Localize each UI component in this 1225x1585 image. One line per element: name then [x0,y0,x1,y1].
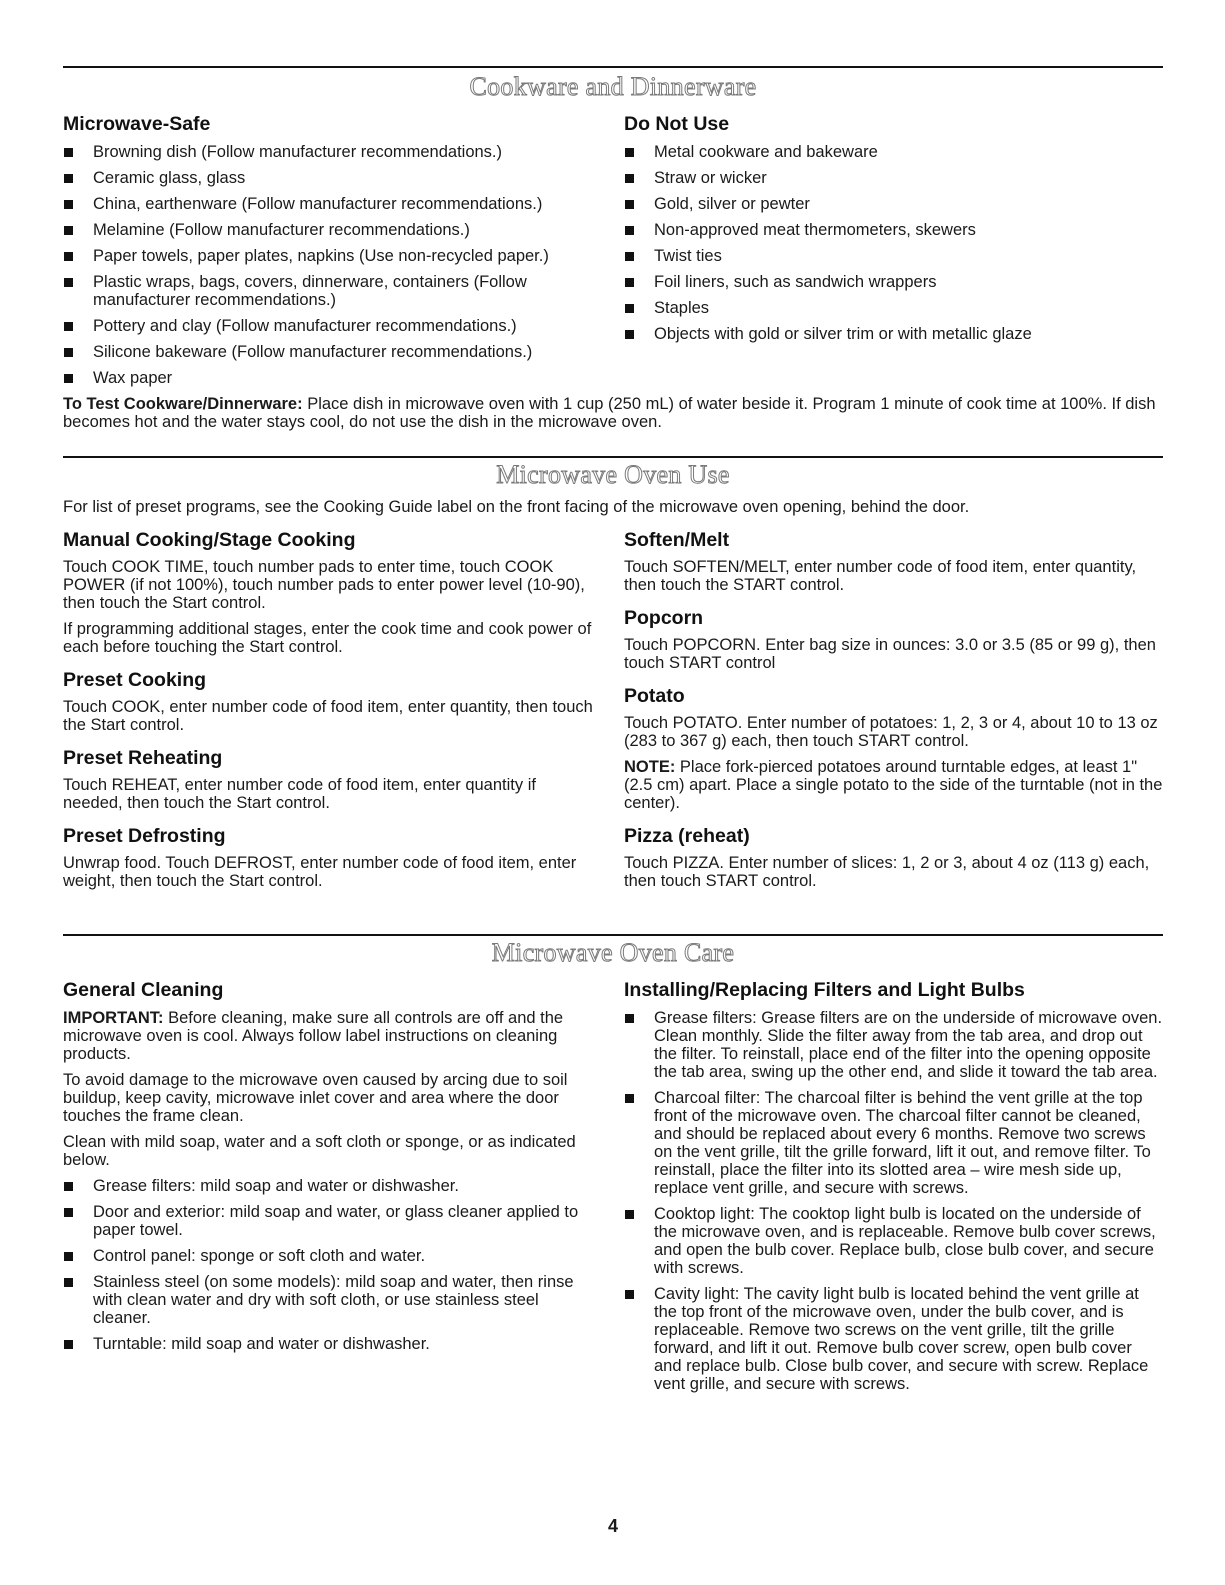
bullet-square-icon [64,1208,73,1217]
list-item: Pottery and clay (Follow manufacturer recommendations.) [63,317,593,335]
list-item: Gold, silver or pewter [624,195,1163,213]
bullet-square-icon [64,1278,73,1287]
preset-defrosting-text: Unwrap food. Touch DEFROST, enter number code of food item, enter weight, then touch the Start control. [63,854,577,890]
section-title-cookware: Cookware and Dinnerware [469,72,757,101]
bullet-square-icon [64,226,73,235]
installing-list [624,1009,1163,1393]
bullet-square-icon [625,1094,634,1103]
preset-reheating-text: Touch REHEAT, enter number code of food item, enter quantity if needed, then touch the Start control. [63,776,536,812]
bullet-square-icon [64,200,73,209]
list-item: Control panel: sponge or soft cloth and water. [63,1247,593,1265]
list-item: Door and exterior: mild soap and water, or glass cleaner applied to paper towel. [63,1203,593,1239]
test-cookware-label: To Test Cookware/Dinnerware: [63,395,303,413]
list-item: Non-approved meat thermometers, skewers [624,221,1163,239]
list-item: Wax paper [63,369,593,387]
list-item: Foil liners, such as sandwich wrappers [624,273,1163,291]
use-intro: For list of preset programs, see the Cooking Guide label on the front facing of the microwave oven opening, behind the door. [63,498,970,516]
important-paragraph: IMPORTANT: Before cleaning, make sure all controls are off and the microwave oven is cool. Always follow label instructions on cleaning products. [63,1009,564,1063]
soften-melt-text: Touch SOFTEN/MELT, enter number code of food item, enter quantity, then touch the START control. [624,558,1137,594]
section-title-care: Microwave Oven Care [491,938,735,967]
list-item: Plastic wraps, bags, covers, dinnerware, containers (Follow manufacturer recommendations.) [63,273,593,309]
general-cleaning-heading: General Cleaning [63,979,224,1001]
test-cookware-paragraph: To Test Cookware/Dinnerware: Place dish in microwave oven with 1 cup (250 mL) of water beside it. Program 1 minute of cook time at 100%. If dish becomes hot and the water stays cool, do not use the dish in the microwave oven. [63,395,1156,431]
important-label: IMPORTANT: [63,1009,164,1027]
manual-cooking-heading: Manual Cooking/Stage Cooking [63,529,356,551]
list-item: Twist ties [624,247,1163,265]
bullet-square-icon [64,1340,73,1349]
note-label: NOTE: [624,758,676,776]
bullet-square-icon [64,322,73,331]
arcing-paragraph: To avoid damage to the microwave oven caused by arcing due to soil buildup, keep cavity, microwave inlet cover and area where the door touches the frame clean. [63,1071,568,1125]
potato-note: NOTE: Place fork-pierced potatoes around turntable edges, at least 1" (2.5 cm) apart. Place a single potato to the side of the turntable (not in the center). [624,758,1163,812]
page-number: 4 [607,1516,618,1536]
manual-page [63,0,1163,1585]
list-item: Melamine (Follow manufacturer recommendations.) [63,221,593,239]
list-item: Paper towels, paper plates, napkins (Use non-recycled paper.) [63,247,593,265]
bullet-square-icon [625,1290,634,1299]
preset-cooking-heading: Preset Cooking [63,669,207,691]
list-item: Grease filters: mild soap and water or dishwasher. [63,1177,593,1195]
bullet-square-icon [625,174,634,183]
list-item: Ceramic glass, glass [63,169,593,187]
preset-reheating-heading: Preset Reheating [63,747,223,769]
do-not-use-column [624,112,1163,343]
installing-heading: Installing/Replacing Filters and Light Bulbs [624,979,1025,1001]
use-right-column [624,528,1163,890]
bullet-square-icon [64,278,73,287]
do-not-use-list [624,143,1163,343]
do-not-use-heading: Do Not Use [624,113,730,135]
use-left-column [63,528,593,890]
popcorn-text: Touch POPCORN. Enter bag size in ounces: 3.0 or 3.5 (85 or 99 g), then touch START control [624,636,1156,672]
bullet-square-icon [625,1210,634,1219]
potato-text: Touch POTATO. Enter number of potatoes: 1, 2, 3 or 4, about 10 to 13 oz (283 to 367 g) each, then touch START control. [624,714,1158,750]
list-item: Staples [624,299,1163,317]
preset-defrosting-heading: Preset Defrosting [63,825,226,847]
microwave-safe-list [63,143,593,387]
bullet-square-icon [625,278,634,287]
bullet-square-icon [64,374,73,383]
care-left-column [63,978,593,1353]
bullet-square-icon [64,1182,73,1191]
bullet-square-icon [64,348,73,357]
bullet-square-icon [64,174,73,183]
cleaning-list [63,1177,593,1353]
manual-cooking-stages: If programming additional stages, enter the cook time and cook power of each before touching the Start control. [63,620,592,656]
bullet-square-icon [64,252,73,261]
pizza-text: Touch PIZZA. Enter number of slices: 1, 2 or 3, about 4 oz (113 g) each, then touch START control. [624,854,1150,890]
section-divider [63,456,1163,458]
list-item: Grease filters: Grease filters are on the underside of microwave oven. Clean monthly. Slide the filter away from the tab area, and drop out the filter. To reinstall, place end of the filter into the opening opposite the tab area, swing up the other end, and slide it toward the tab area. [624,1009,1163,1081]
list-item: Cooktop light: The cooktop light bulb is located on the underside of the microwave oven, and is replaceable. Remove bulb cover screws, and open the bulb cover. Replace bulb, close bulb cover, and secure with screws. [624,1205,1163,1277]
list-item: Turntable: mild soap and water or dishwasher. [63,1335,593,1353]
bullet-square-icon [64,1252,73,1261]
list-item: Silicone bakeware (Follow manufacturer recommendations.) [63,343,593,361]
bullet-square-icon [625,1014,634,1023]
bullet-square-icon [625,252,634,261]
list-item: Charcoal filter: The charcoal filter is behind the vent grille at the top front of the microwave oven. The charcoal filter cannot be cleaned, and should be replaced about every 6 months. Remove two screws on the vent grille, tilt the grille forward, lift it out, and remove filter. To reinstall, place the filter into its slotted area – wire mesh side up, replace vent grille, and secure with screws. [624,1089,1163,1197]
bullet-square-icon [625,226,634,235]
care-right-column [624,978,1163,1393]
clean-paragraph: Clean with mild soap, water and a soft cloth or sponge, or as indicated below. [63,1133,576,1169]
section-divider [63,66,1163,68]
potato-heading: Potato [624,685,685,707]
manual-cooking-text: Touch COOK TIME, touch number pads to enter time, touch COOK POWER (if not 100%), touch number pads to enter power level (10-90), then touch the Start control. [63,558,585,612]
section-divider [63,934,1163,936]
bullet-square-icon [625,330,634,339]
popcorn-heading: Popcorn [624,607,704,629]
section-title-use: Microwave Oven Use [496,460,730,489]
list-item: Stainless steel (on some models): mild soap and water, then rinse with clean water and dry with soft cloth, or use stainless steel cleaner. [63,1273,593,1327]
microwave-safe-column [63,112,593,387]
preset-cooking-text: Touch COOK, enter number code of food item, enter quantity, then touch the Start control. [63,698,593,734]
bullet-square-icon [625,200,634,209]
list-item: Cavity light: The cavity light bulb is located behind the vent grille at the top front of the microwave oven, under the bulb cover, and is replaceable. Remove two screws on the vent grille, tilt the grille forward, and lift it out. Remove bulb cover screw, open bulb cover and replace bulb. Close bulb cover, and secure with screw. Replace vent grille, and secure with screws. [624,1285,1163,1393]
soften-melt-heading: Soften/Melt [624,529,730,551]
list-item: Metal cookware and bakeware [624,143,1163,161]
list-item: Straw or wicker [624,169,1163,187]
list-item: China, earthenware (Follow manufacturer recommendations.) [63,195,593,213]
pizza-heading: Pizza (reheat) [624,825,750,847]
list-item: Objects with gold or silver trim or with metallic glaze [624,325,1163,343]
microwave-safe-heading: Microwave-Safe [63,113,211,135]
bullet-square-icon [625,148,634,157]
bullet-square-icon [625,304,634,313]
list-item: Browning dish (Follow manufacturer recommendations.) [63,143,593,161]
bullet-square-icon [64,148,73,157]
